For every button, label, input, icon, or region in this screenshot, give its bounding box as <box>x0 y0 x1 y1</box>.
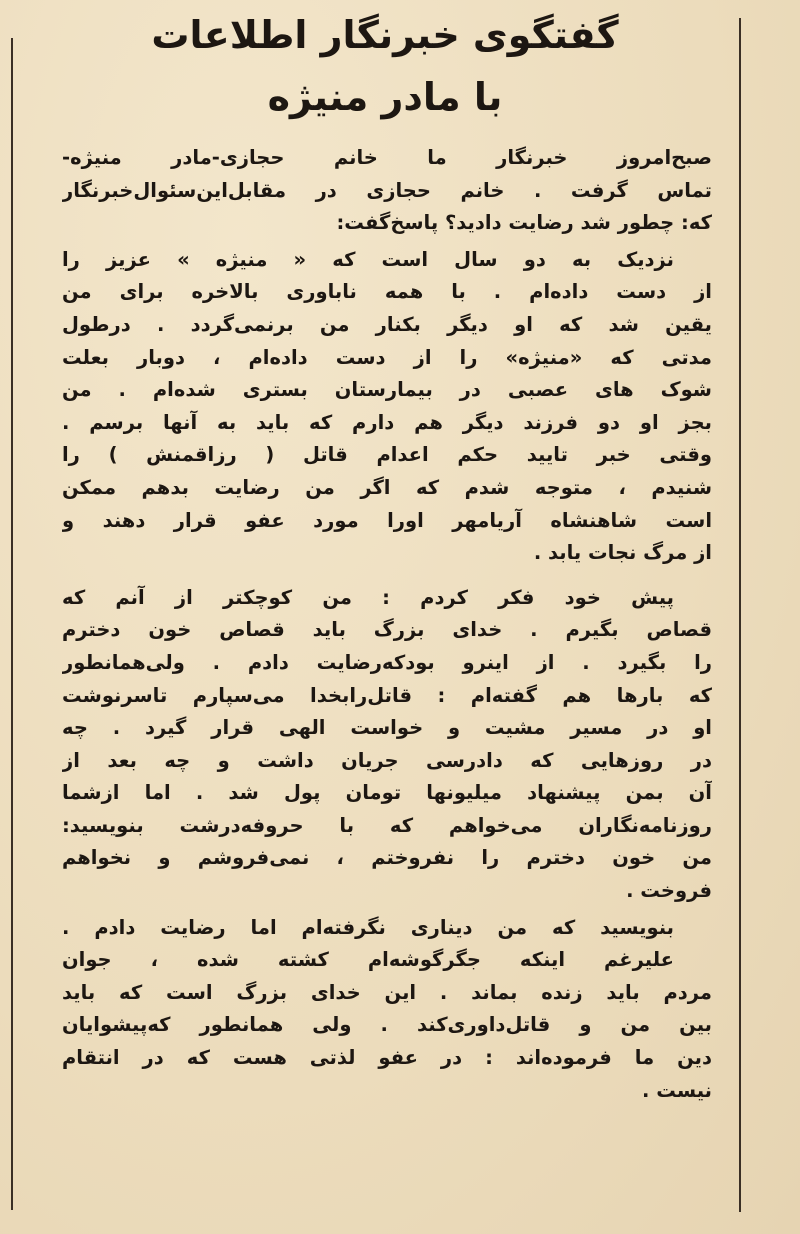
text-line: فروخت . <box>626 879 712 903</box>
text-line: مردم باید زنده بماند . این خدای بزرگ است که باید <box>62 980 712 1004</box>
text-line: بین من و قاتل‌داوری‌کند . ولی همانطور که‌پیشوایان <box>62 1013 712 1037</box>
text-line: بجز او دو فرزند دیگر هم دارم که باید به آنها برسم . <box>62 410 712 434</box>
text-line: علیرغم اینکه جگرگوشه‌ام کشته شده ، جوان <box>62 948 674 972</box>
text-line: پیش خود فکر کردم : من کوچکتر از آنم که <box>62 585 674 609</box>
text-line: مدتی که «منیژه» را از دست داده‌ام ، دوبار بعلت <box>62 345 712 369</box>
text-line: که بارها هم گفته‌ام : قاتل‌رابخدا می‌سپارم تاسرنوشت <box>62 683 712 707</box>
text-line: روزنامه‌نگاران می‌خواهم که با حروفه‌درشت بنویسید: <box>62 813 712 837</box>
article-body <box>62 142 712 1107</box>
paragraph-2 <box>62 582 712 908</box>
text-line: دین ما فرموده‌اند : در عفو لذتی هست که در انتقام <box>62 1046 712 1070</box>
text-line: وقتی خبر تایید حکم اعدام قاتل ( رزاقمنش ) را <box>62 443 712 467</box>
column-rule-right <box>739 18 741 1212</box>
text-line: است شاهنشاه آریامهر اورا مورد عفو قرار دهند و <box>62 508 712 532</box>
text-line: قصاص بگیرم . خدای بزرگ باید قصاص خون دخترم <box>62 618 712 642</box>
paragraph-3 <box>62 912 712 1108</box>
text-line: من خون دخترم را نفروختم ، نمی‌فروشم و نخواهم <box>62 846 712 870</box>
paragraph-1 <box>62 244 712 570</box>
text-line: صبح‌امروز خبرنگار ما خانم حجازی-مادر منیژه- <box>62 146 712 169</box>
text-line: از مرگ نجات یابد . <box>533 541 712 565</box>
text-line: را بگیرد . از اینرو بودکه‌رضایت دادم . ولی‌همانطور <box>62 650 712 674</box>
text-line: بنویسید که من دیناری نگرفته‌ام اما رضایت دادم . <box>62 915 674 939</box>
text-line: تماس گرفت . خانم حجازی در مقابل‌این‌سئوال‌خبرنگار <box>62 178 712 202</box>
text-line: که: چطور شد رضایت دادید؟ پاسخ‌گفت: <box>336 211 712 235</box>
column-rule-left <box>11 38 13 1210</box>
text-line: در روزهایی که دادرسی جریان داشت و چه بعد از <box>62 748 712 772</box>
text-line: از دست داده‌ام . با همه ناباوری بالاخره برای من <box>62 280 712 304</box>
text-line: نیست . <box>642 1078 712 1102</box>
paragraph-intro <box>62 142 712 240</box>
headline-line-2: با مادر منیژه <box>267 75 503 119</box>
headline-line-1: گفتگوی خبرنگار اطلاعات <box>151 13 619 57</box>
text-line: او در مسیر مشیت و خواست الهی قرار گیرد . چه <box>62 716 712 740</box>
text-line: نزدیک به دو سال است که « منیژه » عزیز را <box>62 247 674 271</box>
text-line: شنیدم ، متوجه شدم که اگر من رضایت بدهم ممکن <box>62 475 712 499</box>
text-line: آن بمن پیشنهاد میلیونها تومان پول شد . اما ازشما <box>62 781 712 805</box>
text-line: شوک های عصبی در بیمارستان بستری شده‌ام . من <box>62 378 712 402</box>
text-line: یقین شد که او دیگر بکنار من برنمی‌گردد . درطول <box>62 312 712 336</box>
